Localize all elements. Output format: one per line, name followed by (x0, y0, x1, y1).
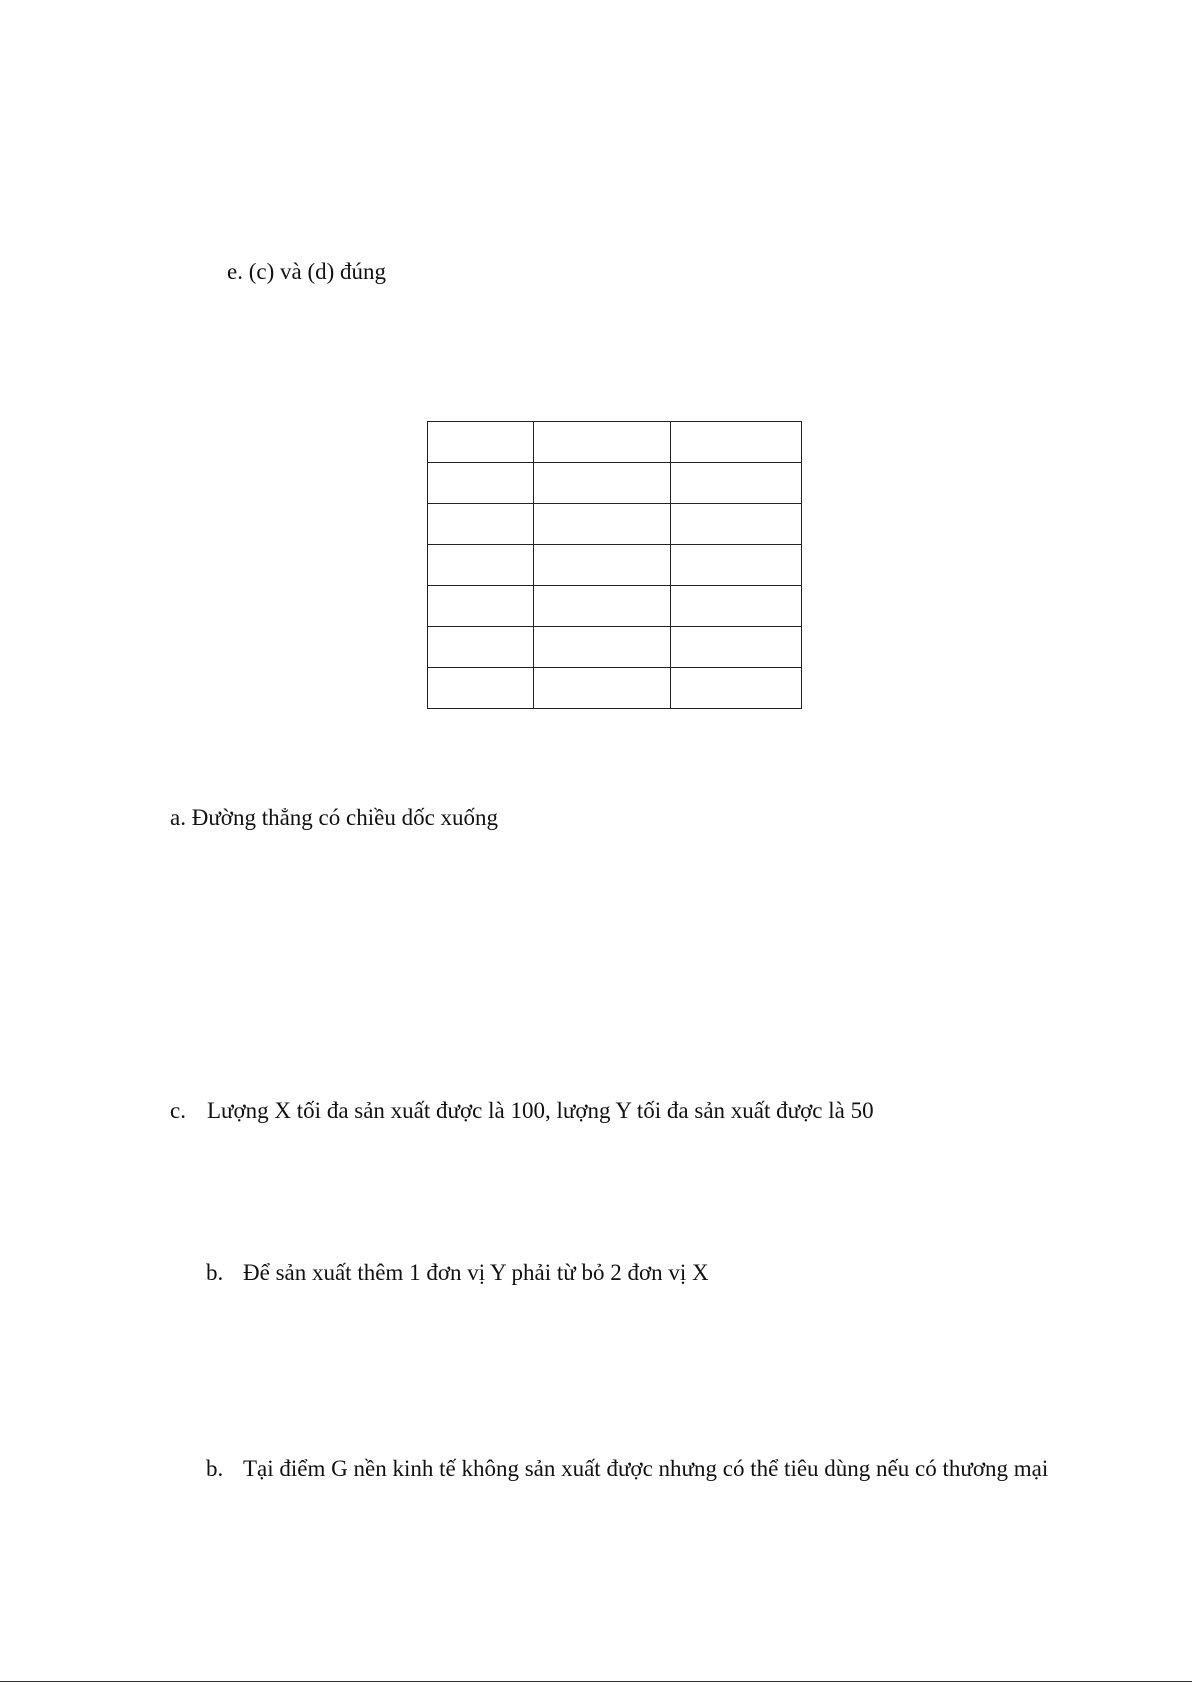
table-cell (534, 586, 671, 627)
option-text: Tại điểm G nền kinh tế không sản xuất được nhưng có thể tiêu dùng nếu có thương mại (243, 1456, 1049, 1481)
table-cell (428, 545, 534, 586)
table-cell (534, 504, 671, 545)
footer-rule (0, 1681, 1192, 1682)
option-text: (c) và (d) đúng (248, 259, 387, 284)
option-marker: b. (206, 1260, 224, 1285)
table-cell (428, 422, 534, 463)
option-e (227, 255, 386, 289)
table-cell (534, 422, 671, 463)
table-row (428, 545, 802, 586)
table-row (428, 586, 802, 627)
table-cell (428, 668, 534, 709)
table-cell (534, 668, 671, 709)
option-text: Lượng X tối đa sản xuất được là 100, lượng Y tối đa sản xuất được là 50 (207, 1098, 874, 1123)
table-cell (671, 422, 802, 463)
table-row (428, 422, 802, 463)
table-cell (428, 463, 534, 504)
option-text: Để sản xuất thêm 1 đơn vị Y phải từ bỏ 2 đơn vị X (243, 1260, 709, 1285)
table-cell (534, 545, 671, 586)
table-row (428, 627, 802, 668)
table-cell (671, 627, 802, 668)
option-b-second (206, 1452, 1066, 1532)
table-cell (428, 586, 534, 627)
option-a (170, 801, 498, 835)
table-cell (671, 586, 802, 627)
table-cell (671, 545, 802, 586)
table-cell (534, 463, 671, 504)
table-row (428, 504, 802, 545)
option-marker: c. (170, 1098, 186, 1123)
empty-table (427, 421, 802, 709)
table-cell (428, 627, 534, 668)
option-marker: e. (227, 259, 243, 284)
table-cell (671, 463, 802, 504)
option-marker: a. (170, 805, 186, 830)
option-c (170, 1094, 1070, 1128)
table-cell (428, 504, 534, 545)
table-row (428, 463, 802, 504)
table-cell (671, 504, 802, 545)
option-marker: b. (206, 1456, 224, 1481)
option-b (206, 1256, 1066, 1290)
option-text: Đường thẳng có chiều dốc xuống (191, 805, 499, 830)
table-cell (671, 668, 802, 709)
table-row (428, 668, 802, 709)
table-cell (534, 627, 671, 668)
